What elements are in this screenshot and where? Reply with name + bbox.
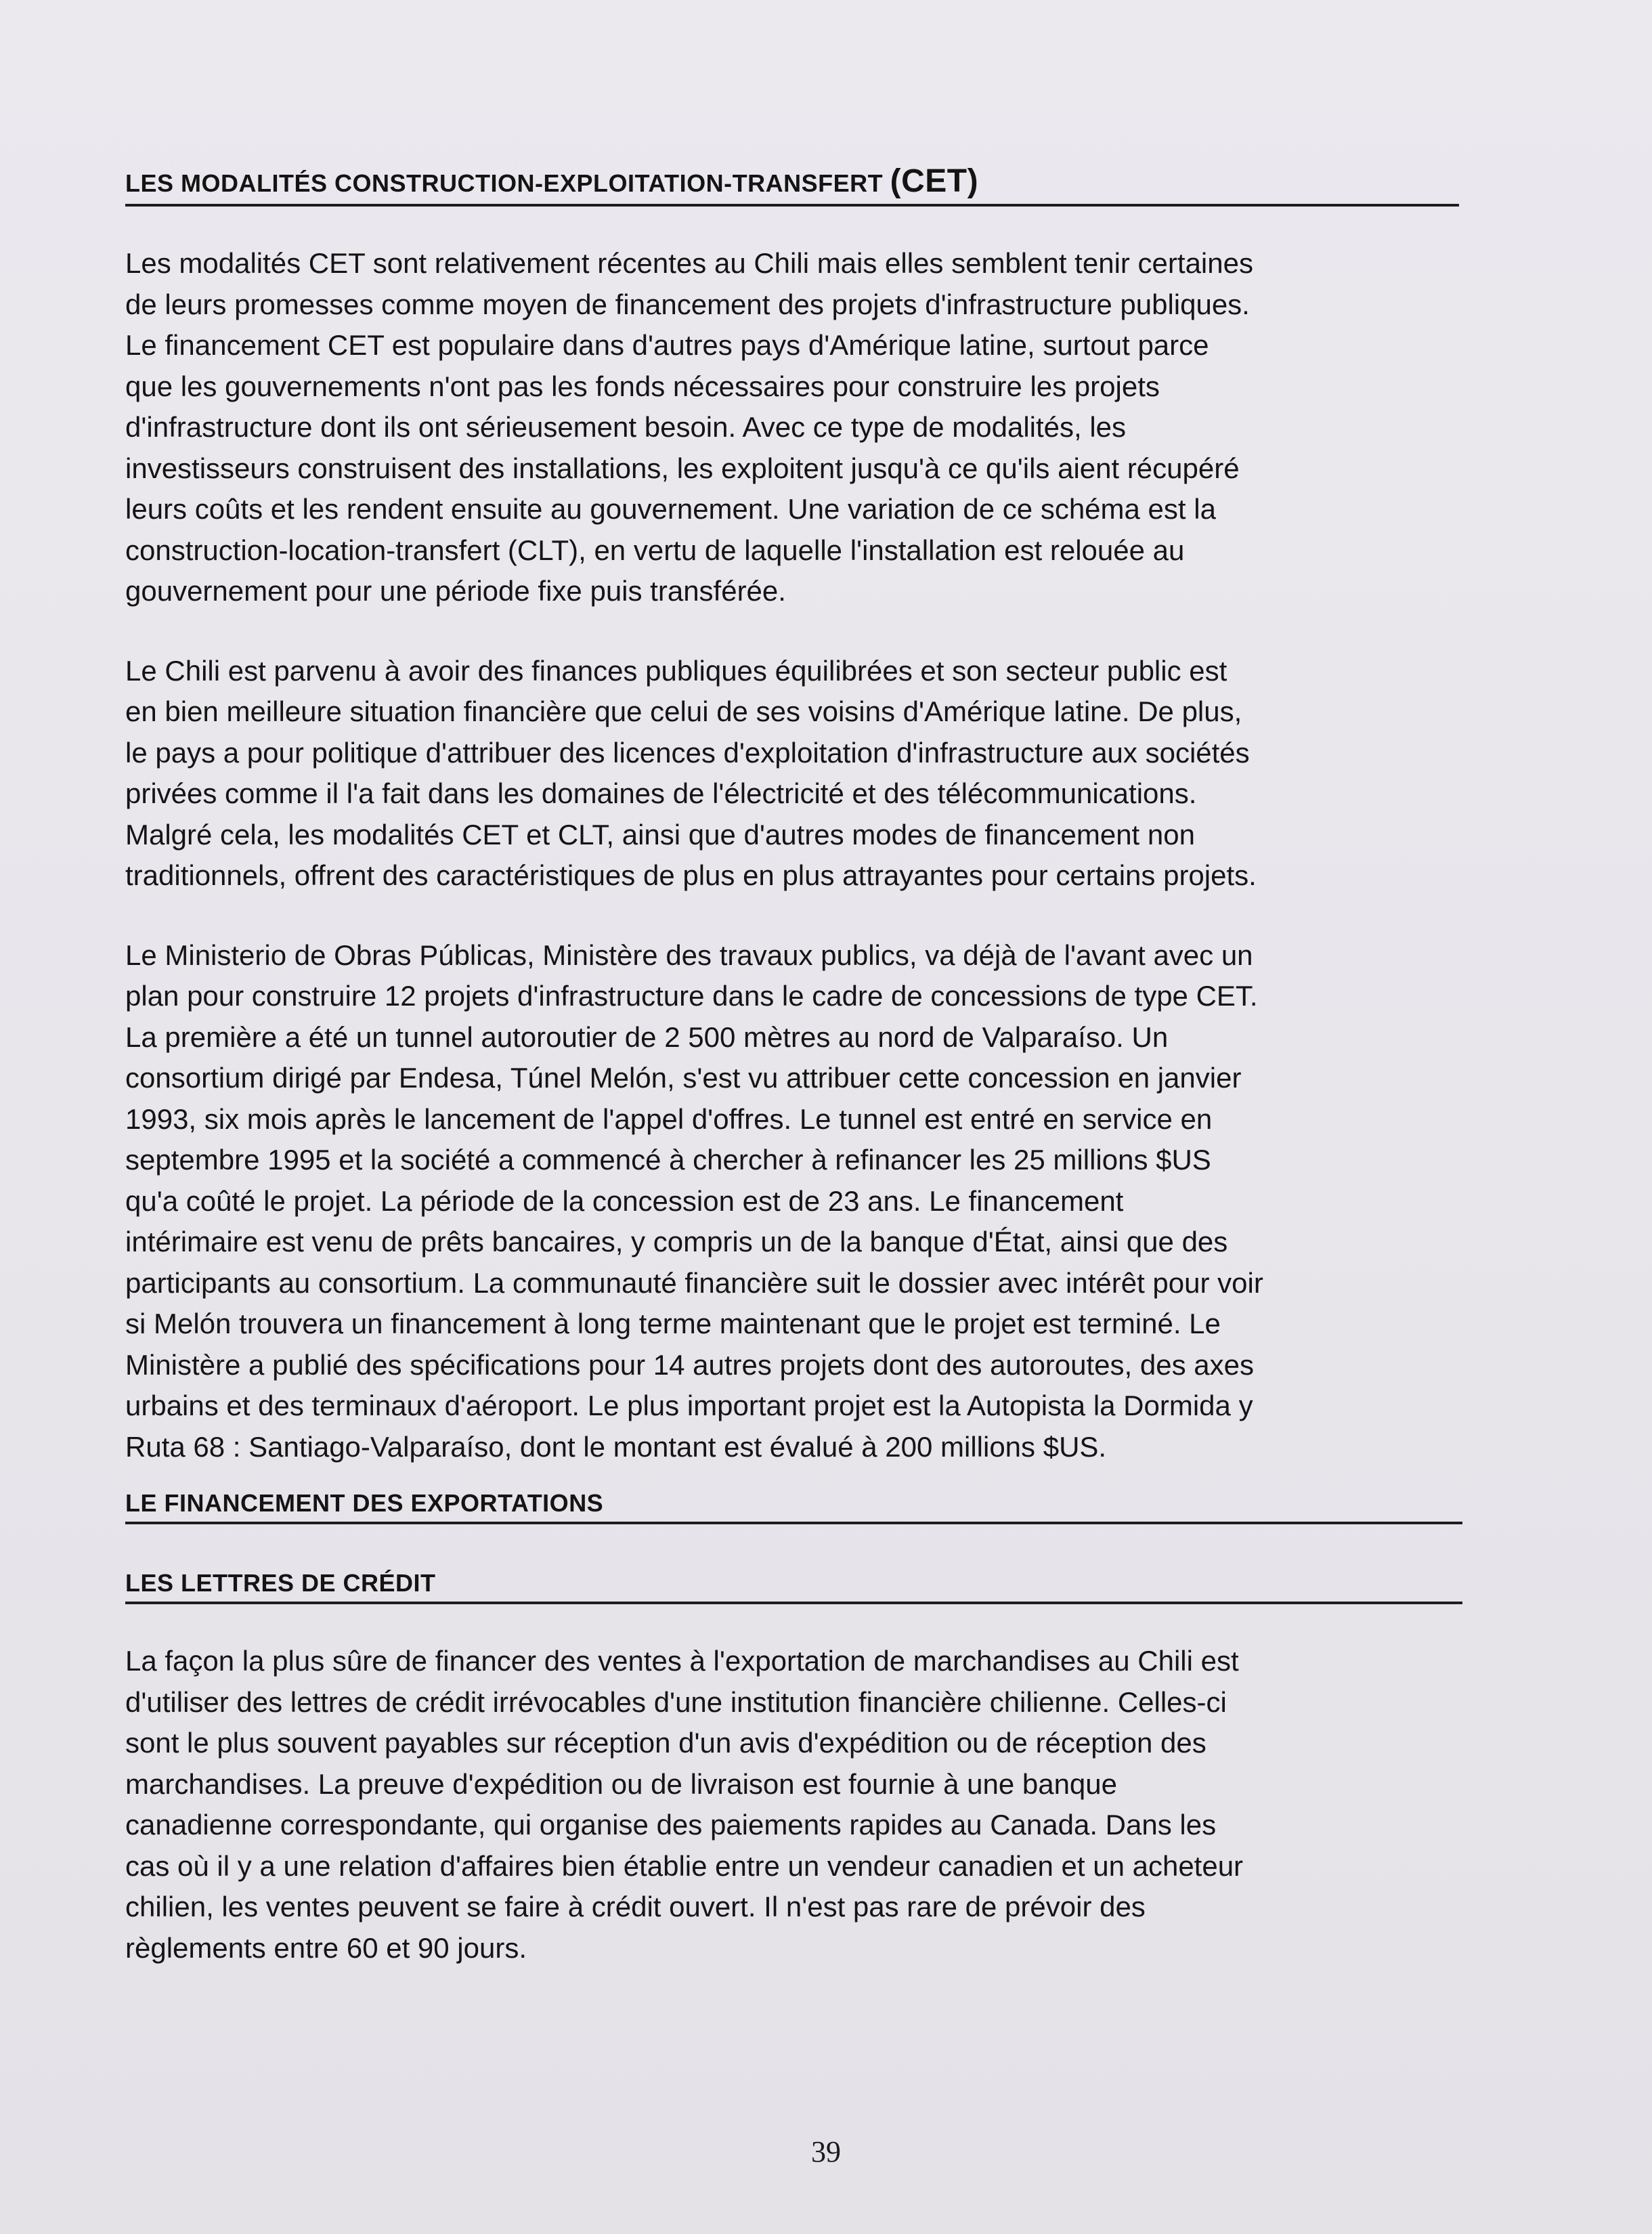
section-heading-cet <box>125 163 1459 207</box>
text-line: Ruta 68 : Santiago-Valparaíso, dont le montant est évalué à 200 millions $US. <box>125 1430 1107 1463</box>
paragraph-public-finances <box>125 651 1479 897</box>
text-line: La première a été un tunnel autoroutier de 2 500 mètres au nord de Valparaíso. Un <box>125 1021 1169 1053</box>
text-line: construction-location-transfert (CLT), en vertu de laquelle l'installation est relouée au <box>125 534 1185 566</box>
page-number: 39 <box>811 2135 841 2168</box>
text-line: consortium dirigé par Endesa, Túnel Melón, s'est vu attribuer cette concession en janvier <box>125 1062 1242 1094</box>
text-line: de leurs promesses comme moyen de financement des projets d'infrastructure publiques. <box>125 288 1250 320</box>
text-line: le pays a pour politique d'attribuer des licences d'exploitation d'infrastructure aux sociétés <box>125 736 1250 769</box>
text-line: privées comme il l'a fait dans les domaines de l'électricité et des télécommunications. <box>125 777 1197 809</box>
text-line: d'infrastructure dont ils ont sérieusement besoin. Avec ce type de modalités, les <box>125 411 1127 443</box>
text-line: qu'a coûté le projet. La période de la concession est de 23 ans. Le financement <box>125 1184 1124 1217</box>
text-line: Ministère a publié des spécifications pour 14 autres projets dont des autoroutes, des axes <box>125 1348 1254 1381</box>
text-line: intérimaire est venu de prêts bancaires, y compris un de la banque d'État, ainsi que des <box>125 1226 1228 1258</box>
text-line: Le Ministerio de Obras Públicas, Ministère des travaux publics, va déjà de l'avant avec un <box>125 939 1253 971</box>
paragraph-letters-of-credit <box>125 1641 1479 1969</box>
text-line: Le Chili est parvenu à avoir des finances publiques équilibrées et son secteur public est <box>125 654 1227 687</box>
paragraph-ministerio <box>125 935 1479 1468</box>
text-line: Les modalités CET sont relativement récentes au Chili mais elles semblent tenir certaines <box>125 247 1253 279</box>
text-line: chilien, les ventes peuvent se faire à crédit ouvert. Il n'est pas rare de prévoir des <box>125 1891 1146 1922</box>
section-heading-cet-acronym: (CET) <box>890 163 979 199</box>
text-line: Le financement CET est populaire dans d'autres pays d'Amérique latine, surtout parce <box>125 329 1209 361</box>
text-line: leurs coûts et les rendent ensuite au gouvernement. Une variation de ce schéma est la <box>125 493 1216 525</box>
text-line: investisseurs construisent des installations, les exploitent jusqu'à ce qu'ils aient récupéré <box>125 452 1240 484</box>
text-line: d'utiliser des lettres de crédit irrévocables d'une institution financière chilienne. Celles-ci <box>125 1685 1227 1718</box>
page-content <box>125 163 1479 1969</box>
text-line: 1993, six mois après le lancement de l'appel d'offres. Le tunnel est entré en service en <box>125 1102 1213 1135</box>
text-line: en bien meilleure situation financière que celui de ses voisins d'Amérique latine. De plus, <box>125 695 1242 727</box>
text-line: gouvernement pour une période fixe puis transférée. <box>125 575 786 607</box>
text-line: septembre 1995 et la société a commencé à chercher à refinancer les 25 millions $US <box>125 1144 1211 1176</box>
section-heading-export-financing: LE FINANCEMENT DES EXPORTATIONS <box>125 1489 1462 1524</box>
text-line: traditionnels, offrent des caractéristiques de plus en plus attrayantes pour certains projets. <box>125 859 1257 891</box>
text-line: La façon la plus sûre de financer des ventes à l'exportation de marchandises au Chili est <box>125 1645 1239 1677</box>
section-heading-cet-text: LES MODALITÉS CONSTRUCTION-EXPLOITATION-TRANSFERT <box>125 169 884 197</box>
text-line: participants au consortium. La communauté financière suit le dossier avec intérêt pour voir <box>125 1266 1263 1299</box>
text-line: urbains et des terminaux d'aéroport. Le plus important projet est la Autopista la Dormida y <box>125 1390 1253 1421</box>
text-line: plan pour construire 12 projets d'infrastructure dans le cadre de concessions de type CET. <box>125 980 1258 1012</box>
section-heading-letters-of-credit: LES LETTRES DE CRÉDIT <box>125 1569 1462 1604</box>
text-line: sont le plus souvent payables sur réception d'un avis d'expédition ou de réception des <box>125 1727 1207 1759</box>
text-line: Malgré cela, les modalités CET et CLT, ainsi que d'autres modes de financement non <box>125 818 1195 851</box>
text-line: marchandises. La preuve d'expédition ou de livraison est fournie à une banque <box>125 1767 1117 1800</box>
text-line: si Melón trouvera un financement à long terme maintenant que le projet est terminé. Le <box>125 1308 1221 1339</box>
text-line: cas où il y a une relation d'affaires bien établie entre un vendeur canadien et un acheteur <box>125 1849 1244 1882</box>
paragraph-cet-intro <box>125 243 1479 612</box>
text-line: canadienne correspondante, qui organise des paiements rapides au Canada. Dans les <box>125 1809 1217 1841</box>
text-line: règlements entre 60 et 90 jours. <box>125 1931 527 1964</box>
text-line: que les gouvernements n'ont pas les fonds nécessaires pour construire les projets <box>125 370 1160 402</box>
